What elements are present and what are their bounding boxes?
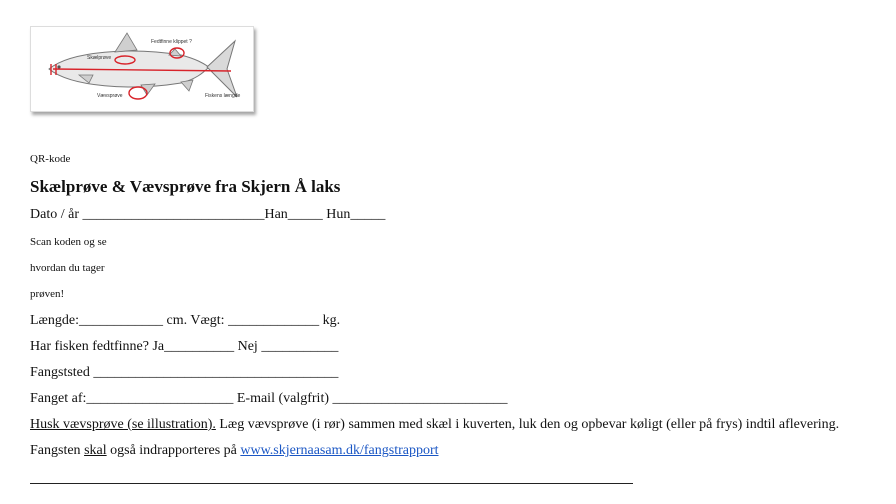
catch-place-line: Fangststed ___________________________________: [30, 365, 339, 380]
scale-sample-label: Skælprøve: [87, 55, 112, 61]
report-line: [30, 443, 439, 459]
length-weight-line: Længde:____________ cm. Vægt: _____________ kg.: [30, 313, 341, 328]
report-emphasis: skal: [84, 443, 107, 458]
fat-fin-question-line: Har fisken fedtfinne? Ja__________ Nej ___________: [30, 339, 339, 354]
fish-length-label: Fiskens længde: [205, 93, 241, 99]
scan-instruction-3: prøven!: [30, 288, 65, 300]
tissue-reminder: [30, 417, 839, 433]
bottom-divider: [30, 483, 633, 484]
catch-report-link[interactable]: www.skjernaasam.dk/fangstrapport: [240, 443, 439, 458]
report-text-middle: også indrapporteres på: [106, 443, 241, 458]
tissue-reminder-text: Læg vævsprøve (i rør) sammen med skæl i kuverten, luk den og opbevar køligt (eller på frys) indtil aflevering.: [215, 417, 840, 432]
report-text-start: Fangsten: [30, 443, 85, 458]
tissue-reminder-emphasis: Husk vævsprøve (se illustration).: [30, 417, 216, 432]
document-title: Skælprøve & Vævsprøve fra Skjern Å laks: [30, 177, 341, 196]
date-sex-line: Dato / år __________________________Han_____ Hun_____: [30, 207, 386, 222]
fish-illustration: [30, 26, 254, 112]
caught-by-line: Fanget af:_____________________ E-mail (valgfrit) _________________________: [30, 391, 508, 406]
qr-code-label: QR-kode: [30, 153, 71, 165]
scan-instruction-1: Scan koden og se: [30, 236, 107, 248]
fat-fin-label: Fedtfinne klippet ?: [151, 39, 192, 45]
tissue-sample-label: Vævsprøve: [97, 93, 123, 99]
scan-instruction-2: hvordan du tager: [30, 262, 105, 274]
